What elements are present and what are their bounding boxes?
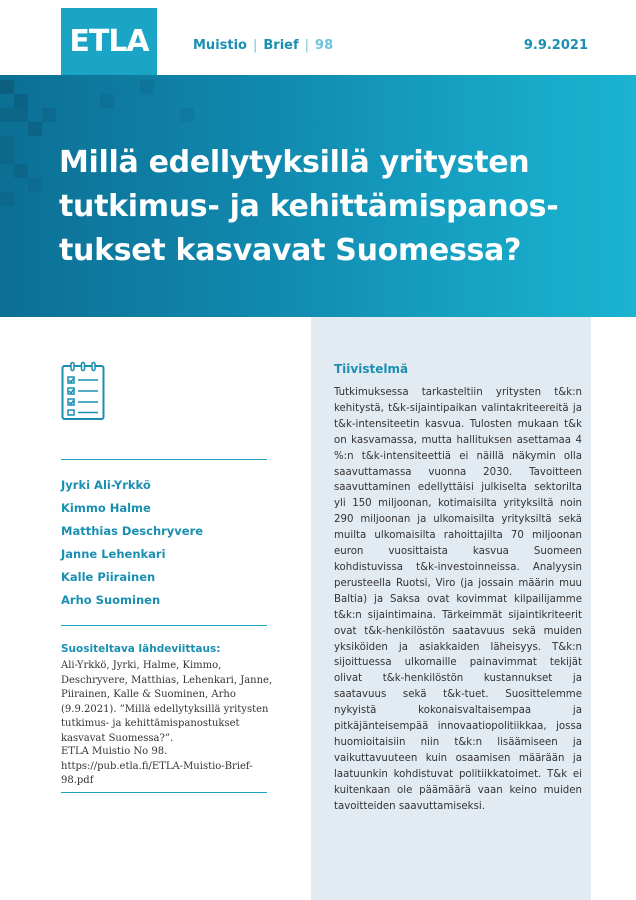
summary-text: Tutkimuksessa tarkasteltiin yritysten t&k:n kehitystä, t&k-sijaintipaikan valintakriteereitä ja t&k-intensiteetin kasvua. Tulosten mukaan t&k on kasvamassa, mutta hallituksen asettamaa 4 %:n t&k-intensiteettiä ei näillä näkymin olla saavuttamassa vuonna 2030. Tavoitteen saavuttaminen edellyttäisi julkiselta sektorilta yli 150 miljoonan, kotimaisilta yrityksiltä noin 290 miljoonan ja ulkomaisilta yrityksiltä sekä muilta ulkomaisilta rahoittajilta 70 miljoonan euron vuosittaista kasvua Suomeen kohdistuvissa t&k-investoinneissa. Analyysin perusteella Ruotsi, Viro (ja jossain määrin muu Baltia) ja Saksa ovat kovimmat kilpailijamme t&k:n sijaintimaina. Tärkeimmät sijaintikriteerit ovat t&k-henkilöstön saatavuus sekä muiden yksiköiden ja asiakkaiden läheisyys. T&k:n sijoittuessa ulkomaille painavimmat tekijät olivat t&k-henkilöstön kustannukset ja saatavuus sekä t&k-tuet. Suosittelemme nykyistä kokonaisvaltaisempaa ja pitkäjänteisempää innovaatiopolitiikkaa, jossa huomioitaisiin niin t&k:n lisäämiseen ja vaikuttavuuteen kuin osaamisen määrään ja laatuunkin kohdistuvat politiikkatoimet. T&k ei kuitenkaan ole päämäärä vaan keino muiden tavoitteiden saavuttamiseksi. [334,387,582,812]
decor-square [28,178,42,192]
author-name: Jyrki Ali-Yrkkö [61,478,151,492]
page-title [59,141,579,273]
divider [61,625,267,626]
author-name: Arho Suominen [61,593,161,607]
divider [61,792,267,793]
decor-square [140,80,154,94]
author-name: Kimmo Halme [61,501,151,515]
author-name: Kalle Piirainen [61,570,156,584]
title-line: tukset kasvavat Suomessa? [59,233,522,268]
separator: | [253,38,258,53]
citation-reference [61,745,276,789]
decor-square [14,164,28,178]
series-type: Brief [263,38,299,53]
decor-square [100,94,114,108]
decor-square [0,192,14,206]
etla-logo: ETLA [61,8,157,75]
series-label [193,38,333,53]
summary-heading: Tiivistelmä [334,362,409,376]
decor-square [28,122,42,136]
citation-publication: ETLA Muistio No 98. [61,746,168,757]
decor-square [0,136,14,164]
decor-square [0,108,28,122]
author-list [61,478,203,616]
citation-heading: Suositeltava lähdeviittaus: [61,643,221,655]
checklist-icon [61,361,105,425]
citation-url[interactable]: https://pub.etla.fi/ETLA-Muistio-Brief-98.pdf [61,760,253,787]
divider [61,459,267,460]
series-number: 98 [315,38,334,53]
series-name: Muistio [193,38,247,53]
title-line: tutkimus- ja kehittämispanos- [59,189,559,224]
decor-square [0,80,14,94]
decor-square [180,108,194,122]
title-banner [0,75,636,317]
decor-square [14,94,28,108]
title-line: Millä edellytyksillä yritysten [59,145,530,180]
separator: | [304,38,310,53]
citation-text: Ali-Yrkkö, Jyrki, Halme, Kimmo, Deschryvere, Matthias, Lehenkari, Janne, Piirainen, Kalle & Suominen, Arho (9.9.2021). ”Millä edellytyksillä yritysten tutkimus- ja kehittämispanostukset kasvavat Suomessa?”. [61,660,273,744]
author-name: Janne Lehenkari [61,547,166,561]
decor-square [42,108,56,122]
author-name: Matthias Deschryvere [61,524,204,538]
publication-date: 9.9.2021 [523,38,588,53]
